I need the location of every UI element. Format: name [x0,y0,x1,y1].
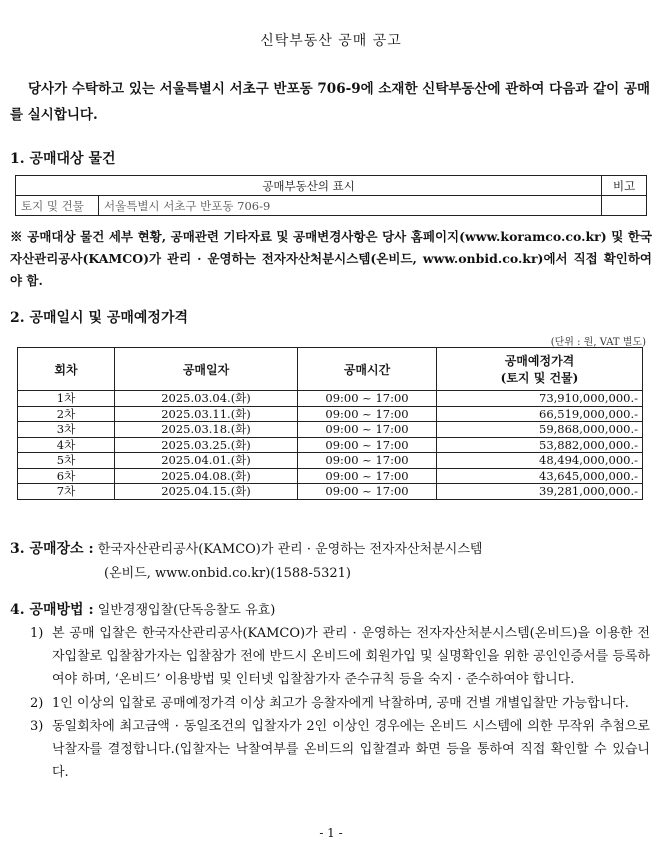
date-cell: 2025.04.08.(화) [115,468,298,484]
time-cell: 09:00 ~ 17:00 [298,484,437,500]
date-cell: 2025.03.04.(화) [115,391,298,407]
section2-heading: 2. 공매일시 및 공매예정가격 [10,310,189,326]
section3-line2: (온비드, www.onbid.co.kr)(1588-5321) [104,566,351,581]
price-cell: 39,281,000,000.- [437,484,643,500]
page-number: - 1 - [319,826,343,840]
col-time: 공매시간 [298,348,437,391]
price-cell: 48,494,000,000.- [437,453,643,469]
header-remarks: 비고 [602,176,647,196]
round-cell: 5차 [18,453,115,469]
item-number: 3) [30,718,44,734]
table-row [18,391,643,407]
schedule-table [17,347,643,500]
date-cell: 2025.04.15.(화) [115,484,298,500]
time-cell: 09:00 ~ 17:00 [298,453,437,469]
item-number: 2) [30,695,44,711]
table-row [18,406,643,422]
unit-note: (단위 : 원, VAT 별도) [550,337,646,348]
table-row [18,422,643,438]
price-cell: 66,519,000,000.- [437,406,643,422]
price-cell: 43,645,000,000.- [437,468,643,484]
date-cell: 2025.03.18.(화) [115,422,298,438]
date-cell: 2025.03.11.(화) [115,406,298,422]
round-cell: 2차 [18,406,115,422]
round-cell: 4차 [18,437,115,453]
time-cell: 09:00 ~ 17:00 [298,391,437,407]
intro-paragraph [10,76,650,128]
round-cell: 7차 [18,484,115,500]
section3 [10,537,482,586]
table-row [18,453,643,469]
date-cell: 2025.04.01.(화) [115,453,298,469]
item-number: 1) [30,626,44,641]
section4-label: 4. 공매방법 : [10,602,94,618]
property-address: 서울특별시 서초구 반포동 706-9 [99,196,602,216]
col-price-title: 공매예정가격 [504,354,575,368]
property-type: 토지 및 건물 [16,196,99,216]
round-cell: 1차 [18,391,115,407]
item-text: 본 공매 입찰은 한국자산관리공사(KAMCO)가 관리 · 운영하는 전자자산처분시스템(온비드)을 이용한 전자입찰로 입찰참가자는 입찰참가 전에 반드시 온비드에 회원가입 및 실명확인을 위한 공인인증서를 등록하여야 하며, ‘온비드’ 이용방법 및 인터넷 입찰참가자 준수규칙 등을 숙지 · 준수하여야 합니다. [52,626,651,688]
col-price [437,348,643,391]
col-round: 회차 [18,348,115,391]
date-cell: 2025.03.25.(화) [115,437,298,453]
property-table-header [16,176,647,196]
section1-heading: 1. 공매대상 물건 [10,151,116,167]
document-title: 신탁부동산 공매 공고 [260,33,402,49]
price-cell: 73,910,000,000.- [437,391,643,407]
item-text: 1인 이상의 입찰로 공매예정가격 이상 최고가 응찰자에게 낙찰하며, 공매 건별 개별입찰만 가능합니다. [52,695,629,711]
table-row [18,468,643,484]
time-cell: 09:00 ~ 17:00 [298,406,437,422]
list-item [30,622,650,692]
table-row [18,484,643,500]
notice-note: ※ 공매대상 물건 세부 현황, 공매관련 기타자료 및 공매변경사항은 당사 홈페이지(www.koramco.co.kr) 및 한국자산관리공사(KAMCO)가 관리 · 운영하는 전자자산처분시스템(온비드, www.onbid.co.kr)에서 직접 확인하여야 함. [10,229,652,288]
property-remarks [602,196,647,216]
section3-label: 3. 공매장소 : [10,541,94,557]
section4 [10,599,275,619]
item-text: 동일회차에 최고금액 · 동일조건의 입찰자가 2인 이상인 경우에는 온비드 시스템에 의한 무작위 추첨으로 낙찰자를 결정합니다.(입찰자는 낙찰여부를 온비드의 입찰결과 화면 등을 통하여 직접 확인할 수 있습니다. [52,718,650,781]
time-cell: 09:00 ~ 17:00 [298,437,437,453]
table-row [18,437,643,453]
section4-items [30,622,650,784]
time-cell: 09:00 ~ 17:00 [298,422,437,438]
price-cell: 53,882,000,000.- [437,437,643,453]
table-row [16,196,647,216]
round-cell: 6차 [18,468,115,484]
list-item [30,715,650,785]
time-cell: 09:00 ~ 17:00 [298,468,437,484]
price-cell: 59,868,000,000.- [437,422,643,438]
round-cell: 3차 [18,422,115,438]
col-price-subtitle: (토지 및 건물) [500,371,579,385]
section4-value: 일반경쟁입찰(단독응찰도 유효) [97,603,276,618]
intro-text: 당사가 수탁하고 있는 서울특별시 서초구 반포동 706-9에 소재한 신탁부동산에 관하여 다음과 같이 공매를 실시합니다. [10,81,650,123]
list-item [30,692,650,715]
property-table [15,175,647,216]
section3-line1: 한국자산관리공사(KAMCO)가 관리 · 운영하는 전자자산처분시스템 [97,542,483,557]
header-display: 공매부동산의 표시 [16,176,602,196]
schedule-table-header [18,348,643,391]
col-date: 공매일자 [115,348,298,391]
